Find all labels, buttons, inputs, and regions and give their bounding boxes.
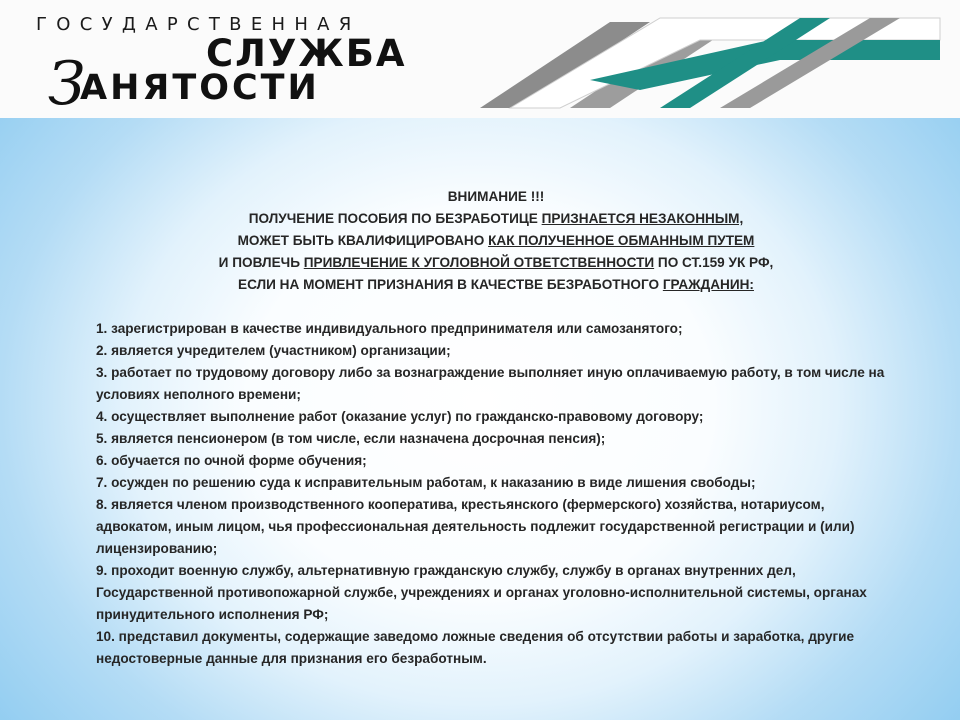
list-item: 3. работает по трудовому договору либо за вознаграждение выполняет иную оплачиваемую работу, в том числе на условиях неполного времени; (96, 365, 885, 402)
notice-heading (96, 186, 896, 296)
list-item: 4. осуществляет выполнение работ (оказание услуг) по гражданско-правовому договору; (96, 409, 704, 424)
list-item: 2. является учредителем (участником) организации; (96, 343, 451, 358)
notice-line-4 (96, 252, 896, 274)
notice-line-5-text: ЕСЛИ НА МОМЕНТ ПРИЗНАНИЯ В КАЧЕСТВЕ БЕЗРАБОТНОГО (238, 277, 663, 292)
notice-line-4-underlined: ПРИВЛЕЧЕНИЕ К УГОЛОВНОЙ ОТВЕТСТВЕННОСТИ (303, 255, 655, 270)
notice-line-2-text: ПОЛУЧЕНИЕ ПОСОБИЯ ПО БЕЗРАБОТИЦЕ (248, 211, 542, 226)
conditions-list (96, 318, 896, 670)
logo-line-2: СЛУЖБА (206, 32, 407, 75)
notice-line-5-underlined: ГРАЖДАНИН: (662, 277, 754, 292)
header-banner (0, 0, 960, 118)
list-item: 1. зарегистрирован в качестве индивидуального предпринимателя или самозанятого; (96, 321, 683, 336)
notice-line-3 (96, 230, 896, 252)
notice-line-3-text: МОЖЕТ БЫТЬ КВАЛИФИЦИРОВАНО (237, 233, 489, 248)
list-item: 9. проходит военную службу, альтернативную гражданскую службу, службу в органах внутренних дел, Государственной противопожарной службе, учреждениях и органах уголовно-исполнительной системы, органах принудительного исполнения РФ; (96, 563, 867, 622)
list-item: 6. обучается по очной форме обучения; (96, 453, 367, 468)
emblem-logo-icon (470, 0, 950, 118)
logo-line-1: ГОСУДАРСТВЕННАЯ (36, 14, 361, 35)
notice-content (96, 186, 896, 670)
notice-line-5 (96, 274, 896, 296)
notice-line-2-underlined: ПРИЗНАЕТСЯ НЕЗАКОННЫМ, (541, 211, 744, 226)
logo-z-letter: З (48, 49, 86, 119)
list-item: 5. является пенсионером (в том числе, если назначена досрочная пенсия); (96, 431, 606, 446)
notice-line-4-tail: ПО СТ.159 УК РФ, (654, 255, 774, 270)
notice-line-2 (96, 208, 896, 230)
notice-line-4-text: И ПОВЛЕЧЬ (218, 255, 304, 270)
notice-line-1: ВНИМАНИЕ !!! (447, 189, 545, 204)
list-item: 10. представил документы, содержащие заведомо ложные сведения об отсутствии работы и заработка, другие недостоверные данные для признания его безработным. (96, 629, 855, 666)
logo-line-3: АНЯТОСТИ (80, 68, 320, 108)
list-item: 7. осужден по решению суда к исправительным работам, к наказанию в виде лишения свободы; (96, 475, 756, 490)
list-item: 8. является членом производственного кооператива, крестьянского (фермерского) хозяйства, нотариусом, адвокатом, иным лицом, чья профессиональная деятельность подлежит государственной регистрации и (или) лицензированию; (96, 497, 855, 556)
notice-line-3-underlined: КАК ПОЛУЧЕННОЕ ОБМАННЫМ ПУТЕМ (488, 233, 755, 248)
